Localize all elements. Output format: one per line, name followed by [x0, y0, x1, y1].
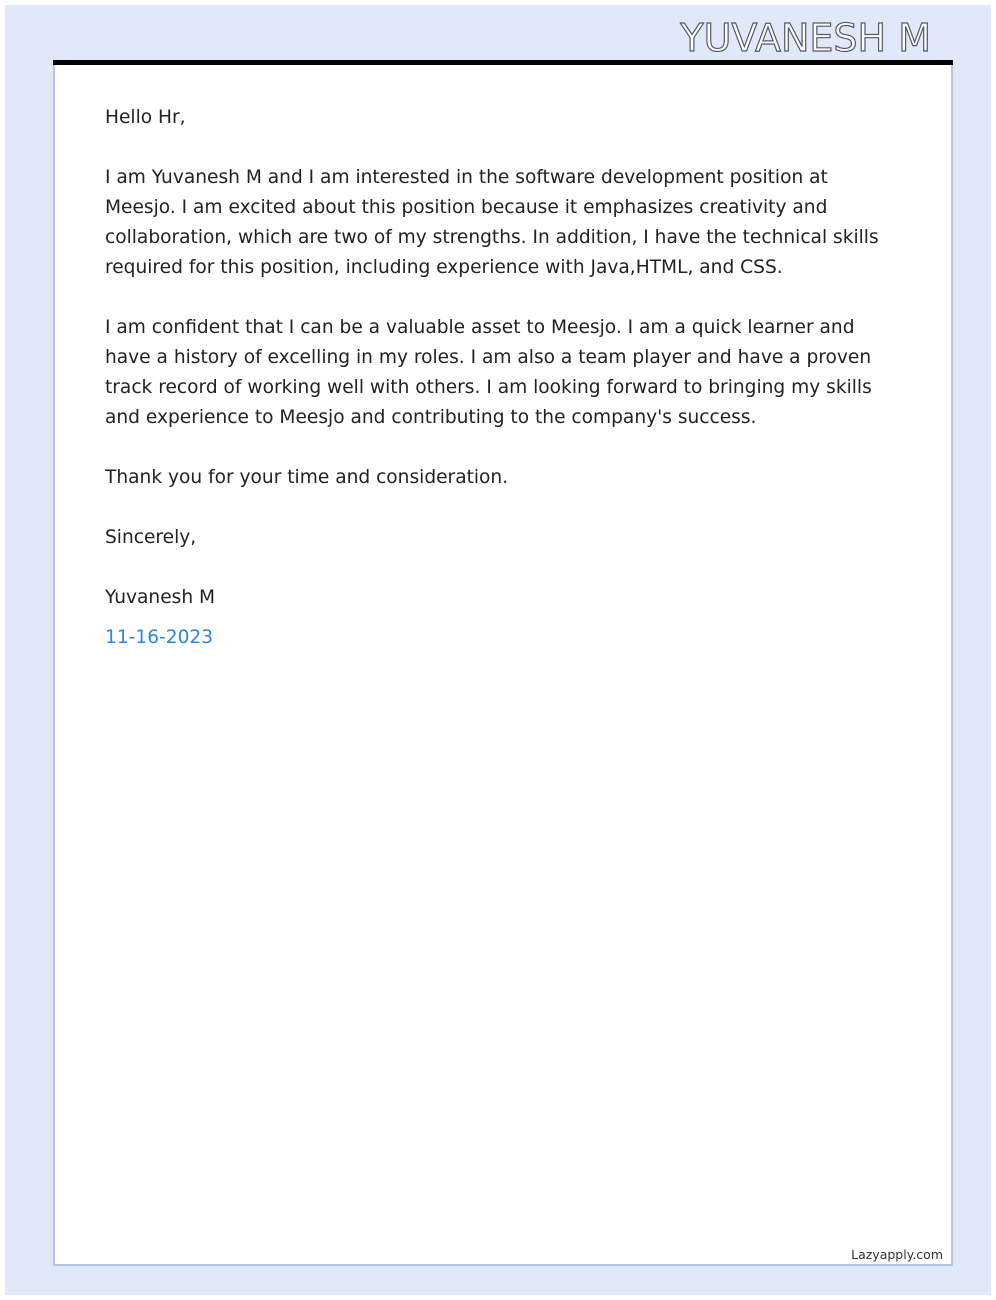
letter-body [105, 103, 895, 653]
paragraph-confidence: I am confident that I can be a valuable asset to Meesjo. I am a quick learner and have a history of excelling in my roles. I am also a team player and have a proven track record of working well with others. I am looking forward to bringing my skills and experience to Meesjo and contributing to the company's success. [105, 317, 872, 428]
greeting: Hello Hr, [105, 107, 186, 128]
footer-watermark: Lazyapply.com [851, 1247, 943, 1262]
page-background [5, 5, 991, 1295]
letter-sheet [53, 65, 953, 1266]
closing-line: Thank you for your time and consideration. [105, 467, 509, 488]
paragraph-intro: I am Yuvanesh M and I am interested in the software development position at Meesjo. I am excited about this position because it emphasizes creativity and collaboration, which are two of my strengths. In addition, I have the technical skills required for this position, including experience with Java,HTML, and CSS. [105, 167, 879, 278]
letter-date: 11-16-2023 [105, 627, 214, 648]
signature-name: Yuvanesh M [105, 587, 216, 608]
header-name: YUVANESH M [680, 16, 931, 60]
sign-off: Sincerely, [105, 527, 197, 548]
